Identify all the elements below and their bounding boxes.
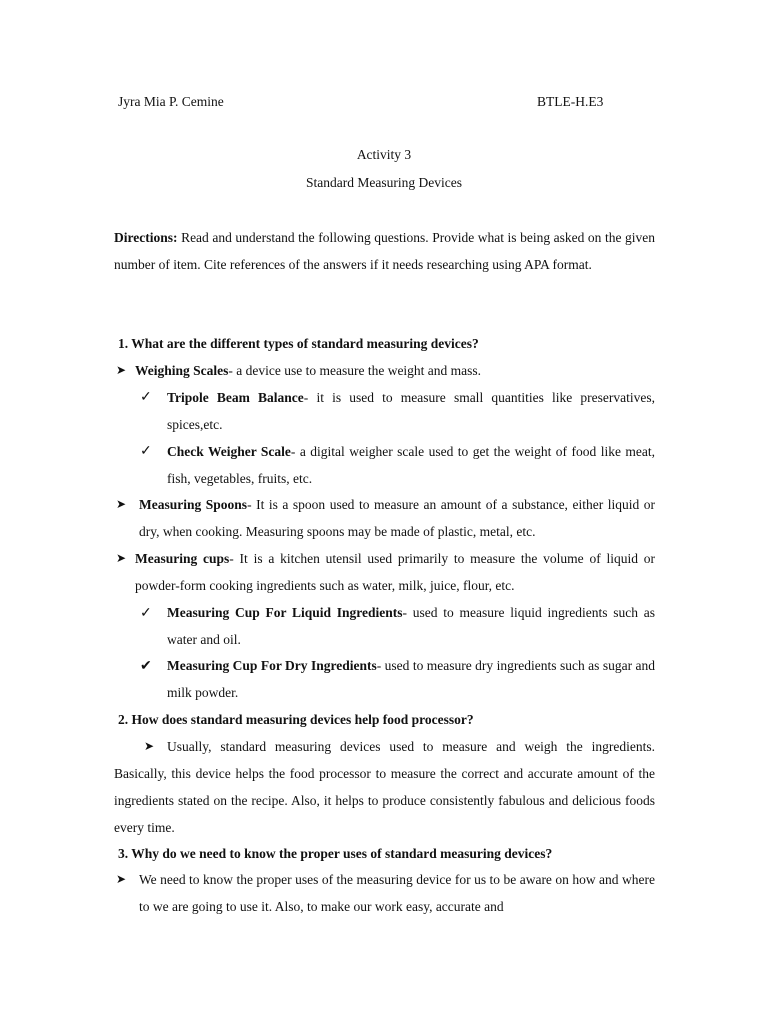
item-liquid-measuring-cup — [167, 599, 655, 653]
arrow-bullet-icon: ➤ — [116, 872, 127, 886]
question-3: 3. Why do we need to know the proper uses of standard measuring devices? — [118, 846, 553, 861]
question-2: 2. How does standard measuring devices help food processor? — [118, 712, 474, 727]
desc-measuring-cups: - It is a kitchen utensil used primarily to measure the volume of liquid or powder-form cooking ingredients such as water, milk, juice, flour, etc. — [135, 551, 655, 593]
directions-paragraph — [114, 224, 655, 278]
student-name: Jyra Mia P. Cemine — [118, 94, 224, 109]
check-bullet-icon: ✓ — [140, 444, 152, 459]
arrow-bullet-icon: ➤ — [116, 497, 127, 511]
term-tripole-beam-balance: Tripole Beam Balance — [167, 390, 304, 405]
item-check-weigher-scale — [167, 438, 655, 492]
desc-weighing-scales: - a device use to measure the weight and mass. — [228, 363, 482, 378]
answer-3: We need to know the proper uses of the measuring device for us to be aware on how and where to we are going to use it. Also, to make our work easy, accurate and — [139, 872, 655, 914]
term-check-weigher-scale: Check Weigher Scale — [167, 444, 291, 459]
desc-dry-measuring-cup: - used to measure dry ingredients such as sugar and milk powder. — [167, 658, 655, 700]
arrow-bullet-icon: ➤ — [116, 363, 127, 377]
check-bold-bullet-icon: ✔ — [140, 659, 152, 674]
term-dry-measuring-cup: Measuring Cup For Dry Ingredients — [167, 658, 377, 673]
check-bullet-icon: ✓ — [140, 606, 152, 621]
item-measuring-spoons — [139, 491, 655, 545]
item-tripole-beam-balance — [167, 384, 655, 438]
item-weighing-scales — [135, 357, 655, 384]
question-1: 1. What are the different types of standard measuring devices? — [118, 336, 479, 351]
desc-liquid-measuring-cup: - used to measure liquid ingredients such as water and oil. — [167, 605, 655, 647]
answer-2: Usually, standard measuring devices used to measure and weigh the ingredients. Basically, this device helps the food processor to measure the correct and accurate amount of the ingredients stated on the recipe. Also, it helps to produce consistently fabulous and delicious foods every time. — [114, 739, 655, 835]
term-measuring-cups: Measuring cups — [135, 551, 230, 566]
arrow-bullet-icon: ➤ — [144, 739, 155, 753]
item-dry-measuring-cup — [167, 652, 655, 706]
class-section: BTLE-H.E3 — [537, 94, 604, 109]
arrow-bullet-icon: ➤ — [116, 551, 127, 565]
directions-text: Read and understand the following questions. Provide what is being asked on the given number of item. Cite references of the answers if it needs researching using APA format. — [114, 230, 656, 272]
desc-check-weigher-scale: - a digital weigher scale used to get the weight of food like meat, fish, vegetables, fruits, etc. — [167, 444, 656, 486]
term-measuring-spoons: Measuring Spoons — [139, 497, 248, 512]
term-weighing-scales: Weighing Scales — [135, 363, 229, 378]
item-measuring-cups — [135, 545, 655, 599]
desc-tripole-beam-balance: - it is used to measure small quantities like preservatives, spices,etc. — [167, 390, 655, 432]
term-liquid-measuring-cup: Measuring Cup For Liquid Ingredients — [167, 605, 403, 620]
activity-title: Activity 3 — [356, 147, 412, 162]
activity-subtitle: Standard Measuring Devices — [306, 175, 462, 190]
desc-measuring-spoons: - It is a spoon used to measure an amount of a substance, either liquid or dry, when cooking. Measuring spoons may be made of plastic, metal, etc. — [139, 497, 655, 539]
directions-label: Directions: — [114, 230, 178, 245]
check-bullet-icon: ✓ — [140, 390, 152, 405]
